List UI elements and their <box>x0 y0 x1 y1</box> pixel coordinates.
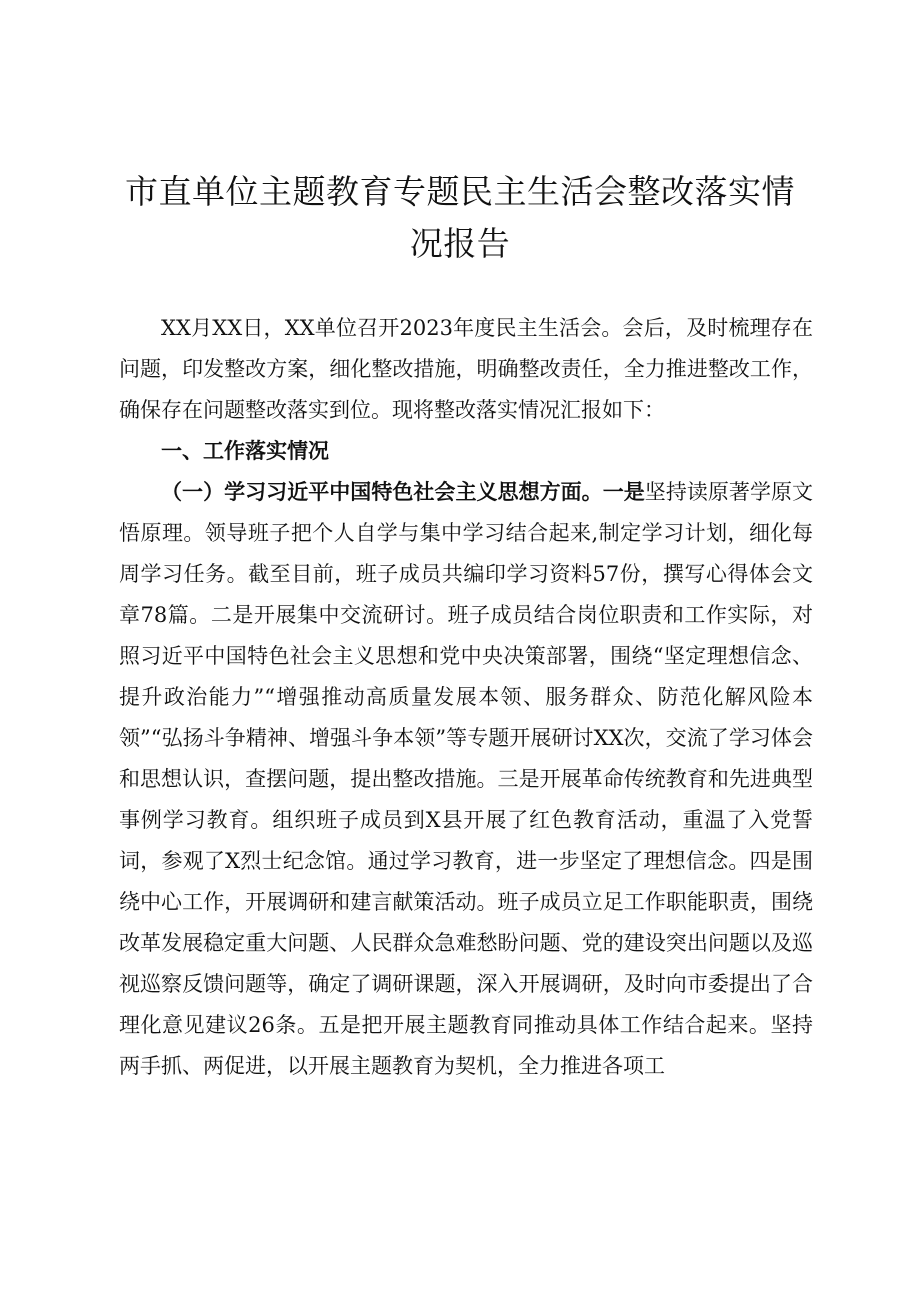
document-body <box>119 308 813 1087</box>
title-line-2: 况报告 <box>409 224 511 263</box>
first-item-lead: 一是 <box>602 480 645 504</box>
intro-paragraph: XX月XX日，XX单位召开2023年度民主生活会。会后，及时梳理存在问题，印发整改方案，细化整改措施，明确整改责任，全力推进整改工作，确保存在问题整改落实到位。现将整改落实情况汇报如下： <box>119 316 813 422</box>
document-title <box>110 166 810 270</box>
section-heading-1: 一、工作落实情况 <box>161 439 329 463</box>
subsection-paragraph-1 <box>119 472 813 1087</box>
subsection-heading-1: （一）学习习近平中国特色社会主义思想方面。 <box>161 480 603 504</box>
title-line-1: 市直单位主题教育专题民主生活会整改落实情 <box>125 172 795 211</box>
subsection-body-1: 坚持读原著学原文悟原理。领导班子把个人自学与集中学习结合起来,制定学习计划，细化每周学习任务。截至目前，班子成员共编印学习资料57份，撰写心得体会文章78篇。二是开展集中交流研讨。班子成员结合岗位职责和工作实际，对照习近平中国特色社会主义思想和党中央决策部署，围绕“坚定理想信念、提升政治能力”“增强推动高质量发展本领、服务群众、防范化解风险本领”“弘扬斗争精神、增强斗争本领”等专题开展研讨XX次，交流了学习体会和思想认识，查摆问题，提出整改措施。三是开展革命传统教育和先进典型事例学习教育。组织班子成员到X县开展了红色教育活动，重温了入党誓词，参观了X烈士纪念馆。通过学习教育，进一步坚定了理想信念。四是围绕中心工作，开展调研和建言献策活动。班子成员立足工作职能职责，围绕改革发展稳定重大问题、人民群众急难愁盼问题、党的建设突出问题以及巡视巡察反馈问题等，确定了调研课题，深入开展调研，及时向市委提出了合理化意见建议26条。五是把开展主题教育同推动具体工作结合起来。坚持两手抓、两促进，以开展主题教育为契机，全力推进各项工 <box>119 480 814 1078</box>
